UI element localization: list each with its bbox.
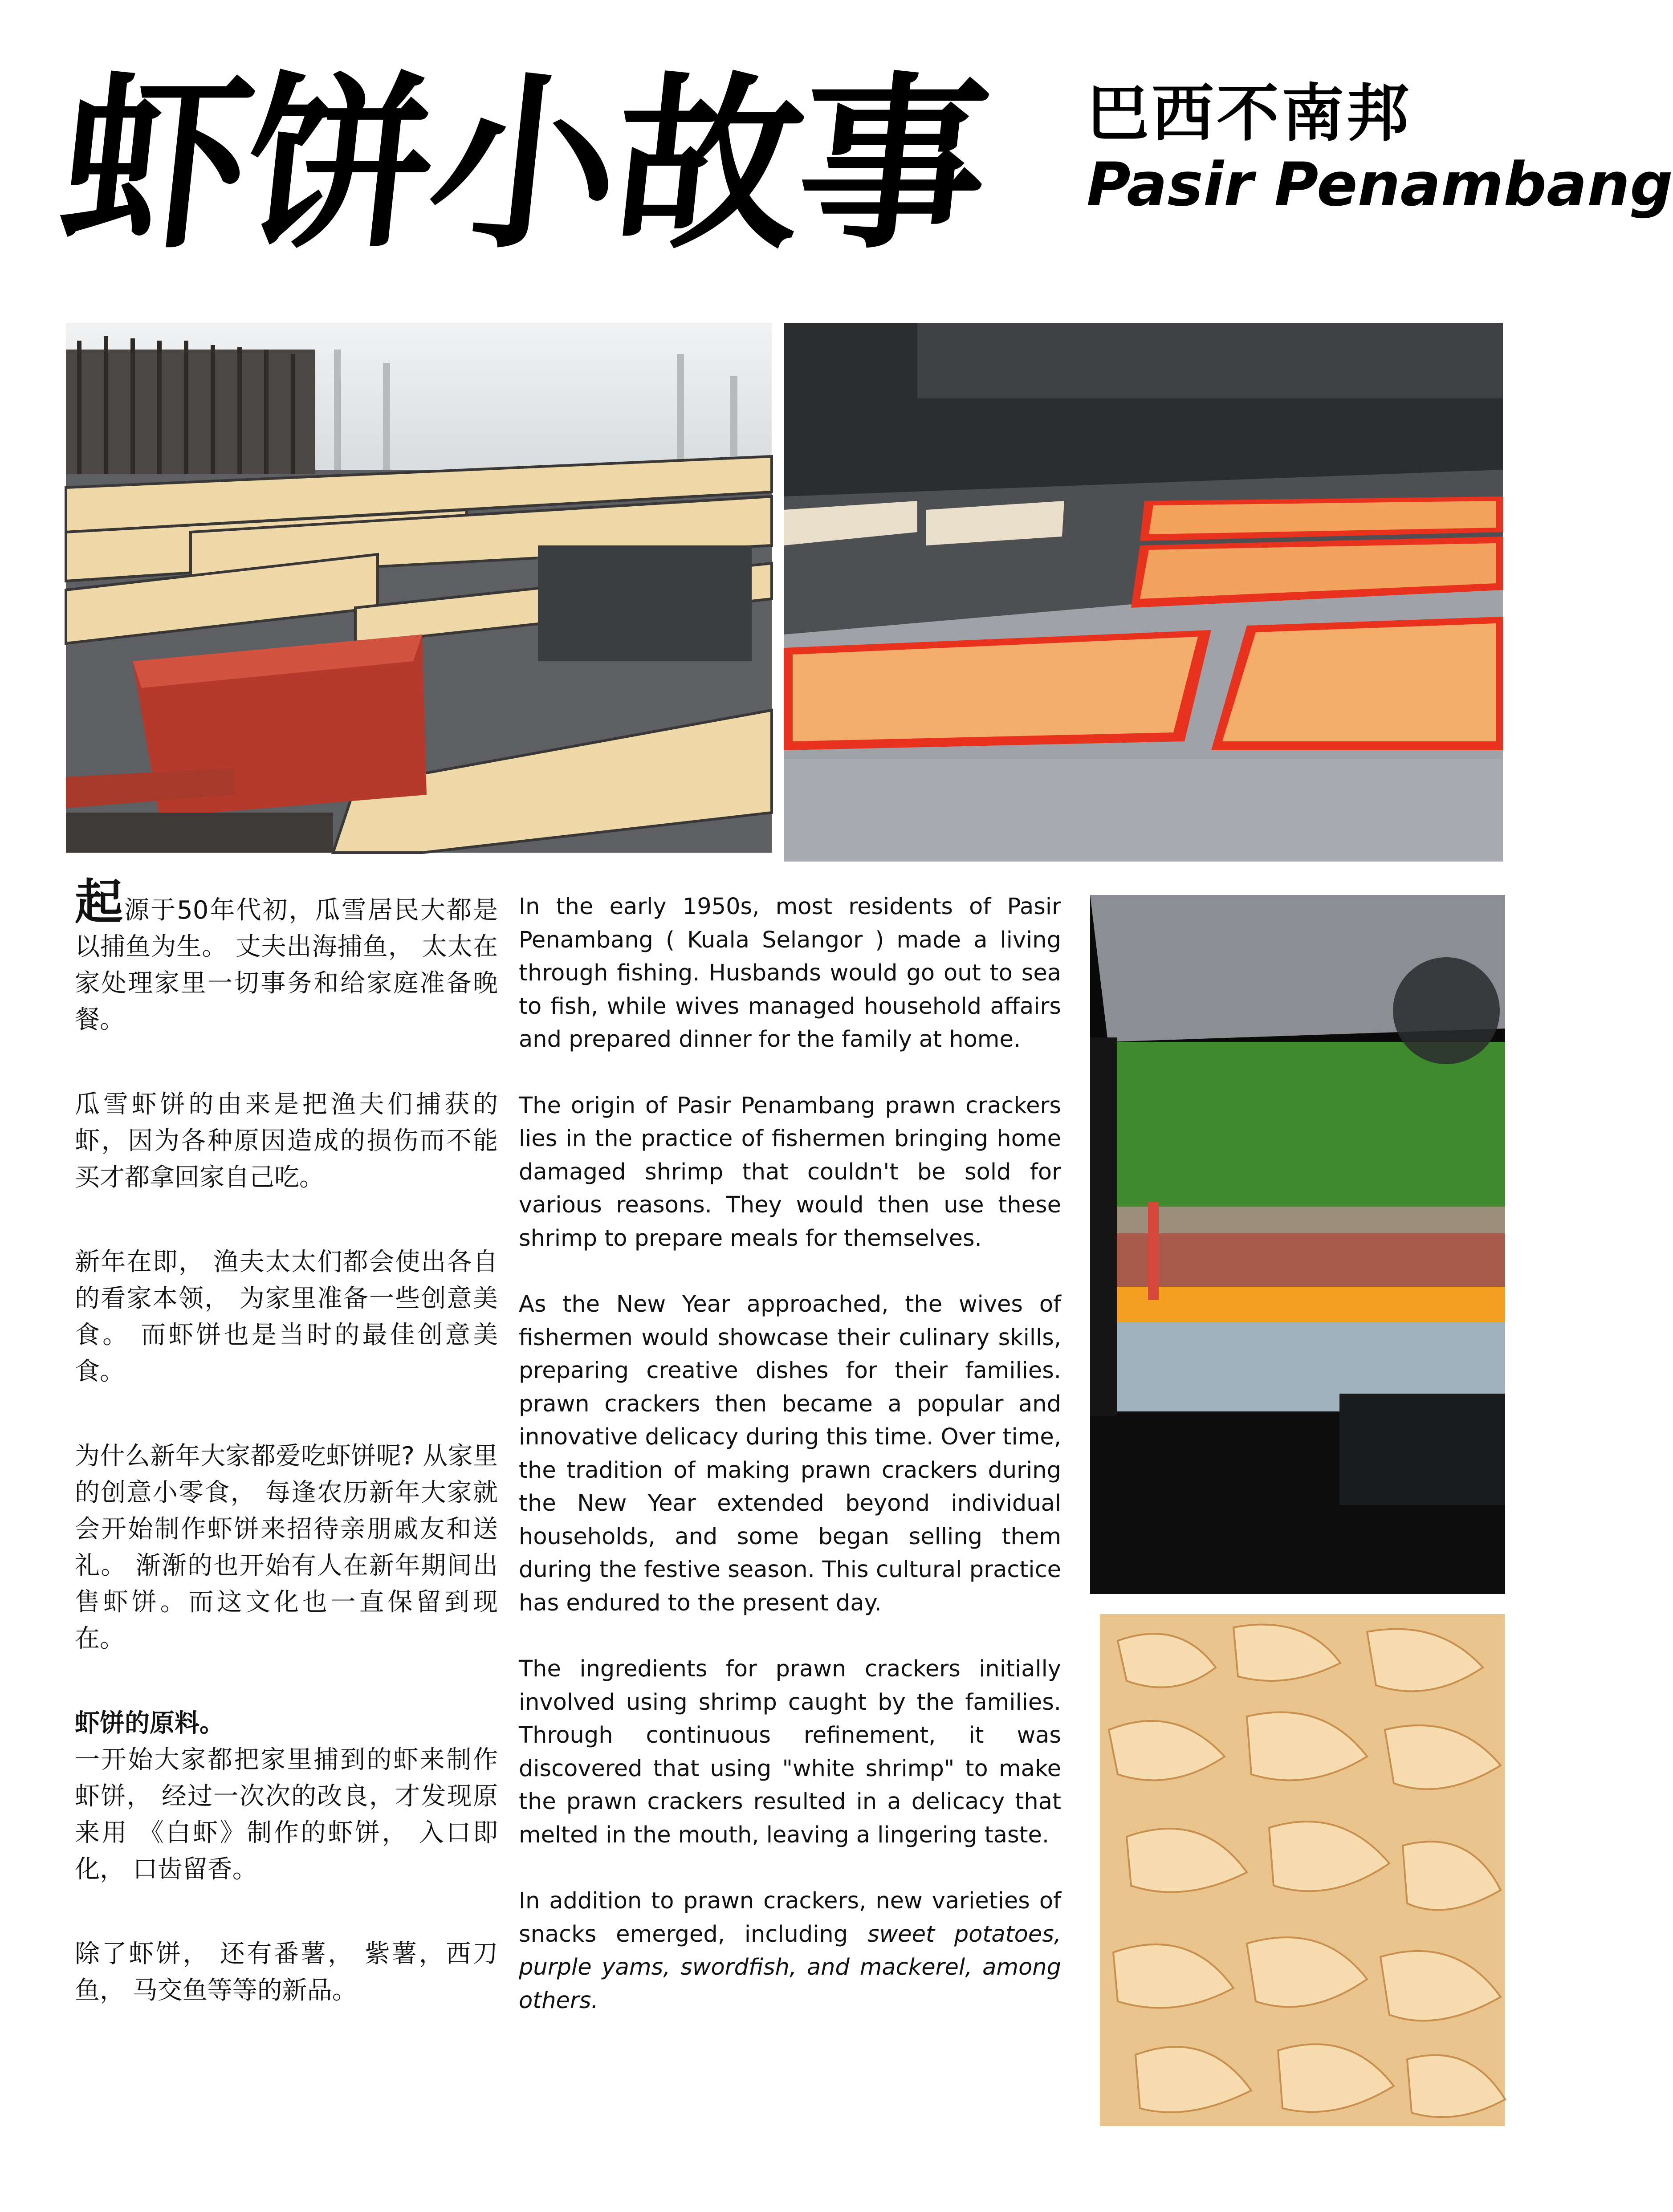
zh-paragraph-origin-text: 源于50年代初，瓜雪居民大都是以捕鱼为生。 丈夫出海捕鱼， 太太在家处理家里一切事务和给家庭准备晚餐。 [75, 896, 498, 1034]
en-paragraph-ingredients: The ingredients for prawn crackers initially involved using shrimp caught by the families. Through continuous refinement, it was discovered that using "white shrimp" to make the prawn crackers resulted in a delicacy that melted in the mouth, leaving a lingering taste. [519, 1656, 1061, 1848]
en-paragraph-new-year: As the New Year approached, the wives of fishermen would showcase their culinary skills, preparing creative dishes for their families. prawn crackers then became a popular and innovative delicacy during this time. Over time, the tradition of making prawn crackers during the New Year extended beyond individual households, and some began selling them during the festive season. This cultural practice has endured to the present day. [519, 1291, 1061, 1616]
photo-prawn-crackers-closeup [1100, 1614, 1505, 2126]
en-varieties-lead: In addition to prawn crackers, new varieties of snacks emerged, including [519, 1888, 1061, 1948]
page-title: 虾饼小故事 [51, 55, 996, 274]
zh-paragraph-varieties: 除了虾饼， 还有番薯， 紫薯，西刀鱼， 马交鱼等等的新品。 [75, 1940, 498, 2005]
photo-crackers-red-mats [784, 323, 1503, 862]
zh-paragraph-source: 瓜雪虾饼的由来是把渔夫们捕获的虾，因为各种原因造成的损伤而不能买才都拿回家自己吃。 [75, 1090, 498, 1192]
zh-ingredients-heading: 虾饼的原料。 [75, 1709, 224, 1738]
zh-paragraph-ingredients [75, 1705, 498, 1888]
drop-cap: 起 [75, 874, 125, 930]
zh-ingredients-text: 一开始大家都把家里捕到的虾来制作虾饼， 经过一次次的改良，才发现原来用 《白虾》制作的虾饼， 入口即化， 口齿留香。 [75, 1745, 498, 1884]
zh-paragraph-new-year: 新年在即， 渔夫太太们都会使出各自的看家本领， 为家里准备一些创意美食。 而虾饼也是当时的最佳创意美食。 [75, 1248, 498, 1386]
photo-dock-mangroves [1090, 895, 1505, 1594]
en-paragraph-source: The origin of Pasir Penambang prawn crackers lies in the practice of fishermen bringing home damaged shrimp that couldn't be sold for various reasons. They would then use these shrimp to prepare meals for themselves. [519, 1092, 1061, 1252]
location-title-english: Pasir Penambang [1087, 150, 1673, 220]
chinese-text-column [75, 874, 498, 2057]
en-varieties-italic: sweet potatoes, purple yams, swordfish, and mackerel, among others. [519, 1921, 1061, 2014]
zh-paragraph-origin [75, 874, 498, 1038]
english-text-column [519, 890, 1061, 2050]
location-title-chinese: 巴西不南邦 [1087, 77, 1412, 150]
en-paragraph-origin: In the early 1950s, most residents of Pasir Penambang ( Kuala Selangor ) made a living through fishing. Husbands would go out to sea to fish, while wives managed household affairs and prepared dinner for the family at home. [519, 894, 1061, 1053]
photo-crackers-drying-racks [66, 323, 772, 853]
en-paragraph-varieties [519, 1885, 1061, 2017]
zh-paragraph-why: 为什么新年大家都爱吃虾饼呢? 从家里的创意小零食， 每逢农历新年大家就会开始制作虾饼来招待亲朋戚友和送礼。 渐渐的也开始有人在新年期间出售虾饼。而这文化也一直保留到现在。 [75, 1442, 498, 1653]
